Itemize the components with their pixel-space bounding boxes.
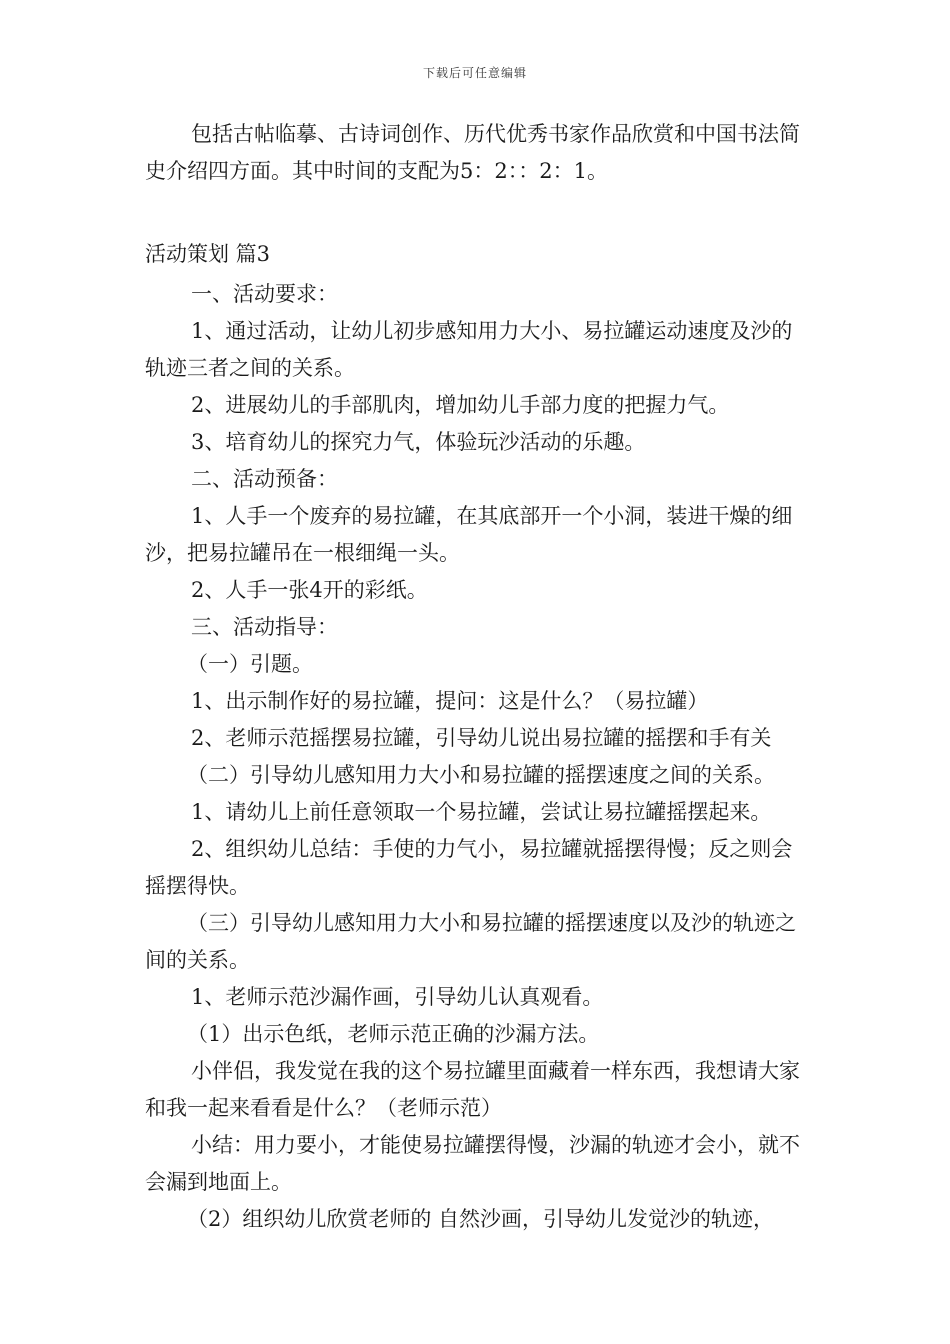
- guidance-2-item-2: 2、组织幼儿总结：手使的力气小，易拉罐就摇摆得慢；反之则会摇摆得快。: [145, 837, 793, 898]
- preparation-2: 2、人手一张4开的彩纸。: [191, 578, 428, 602]
- requirement-1: 1、通过活动，让幼儿初步感知用力大小、易拉罐运动速度及沙的轨迹三者之间的关系。: [145, 319, 793, 380]
- heading-preparation: 二、活动预备：: [191, 467, 338, 491]
- teacher-speech: 小伴侣，我发觉在我的这个易拉罐里面藏着一样东西，我想请大家和我一起来看看是什么？（老师示范）: [145, 1059, 800, 1120]
- section-title: 活动策划 篇3: [145, 242, 271, 266]
- requirement-3: 3、培育幼儿的探究力气，体验玩沙活动的乐趣。: [191, 430, 646, 454]
- page-header: 下载后可任意编辑: [422, 66, 527, 80]
- guidance-1-item-1: 1、出示制作好的易拉罐，提问：这是什么？（易拉罐）: [191, 689, 709, 713]
- guidance-2-item-1: 1、请幼儿上前任意领取一个易拉罐，尝试让易拉罐摇摆起来。: [191, 800, 772, 824]
- guidance-3-sub-1: （1）出示色纸，老师示范正确的沙漏方法。: [187, 1022, 600, 1046]
- guidance-3-sub-2: （2）组织幼儿欣赏老师的 自然沙画，引导幼儿发觉沙的轨迹，: [187, 1207, 775, 1231]
- guidance-part-3: （三）引导幼儿感知用力大小和易拉罐的摇摆速度以及沙的轨迹之间的关系。: [145, 911, 796, 972]
- document-body: [145, 116, 810, 1238]
- guidance-1-item-2: 2、老师示范摇摆易拉罐，引导幼儿说出易拉罐的摇摆和手有关: [191, 726, 772, 750]
- heading-guidance: 三、活动指导：: [191, 615, 338, 639]
- guidance-part-1: （一）引题。: [187, 652, 313, 676]
- guidance-part-2: （二）引导幼儿感知用力大小和易拉罐的摇摆速度之间的关系。: [187, 763, 775, 787]
- summary: 小结：用力要小，才能使易拉罐摆得慢，沙漏的轨迹才会小，就不会漏到地面上。: [145, 1133, 800, 1194]
- preparation-1: 1、人手一个废弃的易拉罐，在其底部开一个小洞，装进干燥的细沙，把易拉罐吊在一根细绳一头。: [145, 504, 793, 565]
- paragraph-intro: 包括古帖临摹、古诗词创作、历代优秀书家作品欣赏和中国书法简史介绍四方面。其中时间的支配为5：2：：2：1。: [145, 122, 800, 183]
- guidance-3-item-1: 1、老师示范沙漏作画，引导幼儿认真观看。: [191, 985, 604, 1009]
- heading-requirements: 一、活动要求：: [191, 282, 338, 306]
- requirement-2: 2、进展幼儿的手部肌肉，增加幼儿手部力度的把握力气。: [191, 393, 730, 417]
